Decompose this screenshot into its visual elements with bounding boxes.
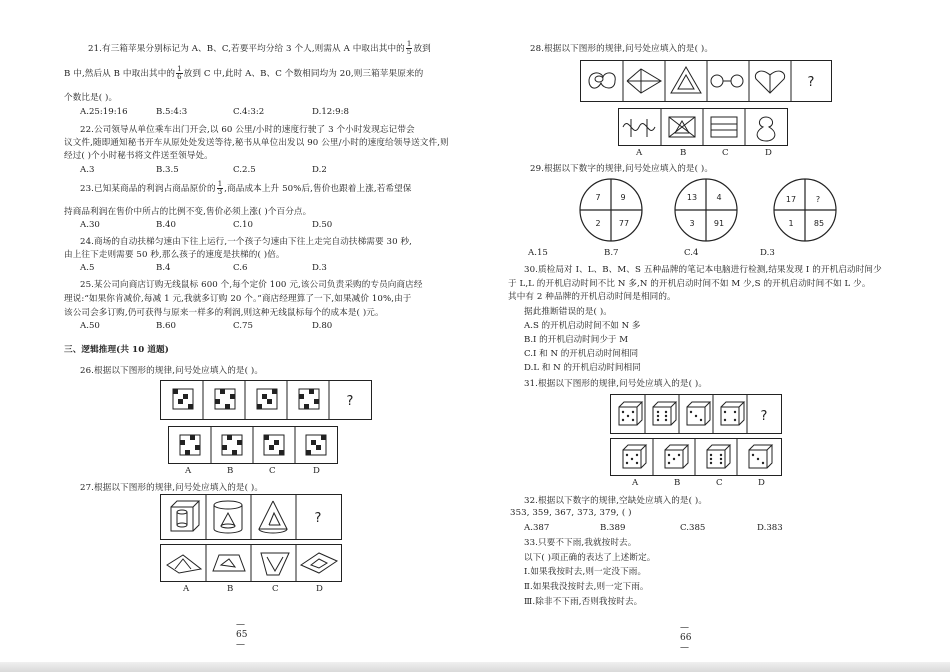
section-title: 三、逻辑推理(共 10 道题) [64,345,169,355]
q33-option-2: Ⅱ.如果我没按时去,则一定下雨。 [524,582,649,592]
q28-answer-strip [618,108,788,146]
q32-sequence: 353, 359, 367, 373, 379, ( ) [510,508,632,518]
q27-question-mark: ? [314,511,322,526]
q31-label-d: D [758,478,765,488]
q22-line1: 22.公司领导从单位乘车出门开会,以 60 公里/小时的速度行驶了 3 个小时发现忘记带会 [80,125,415,135]
q24-line2: 由上往下走则需要 50 秒,那么孩子的速度是扶梯的( )倍。 [64,250,285,260]
q32-option-c: C.385 [680,523,706,533]
q31-question-figures [611,395,781,433]
q29-c2-bottom-right: 91 [713,219,725,228]
q27-question-figures [161,495,341,539]
q21-line1: 21.有三箱苹果分别标记为 A、B、C,若要平均分给 3 个人,则需从 A 中取出其中的 $\frac{1}{5}$ 放到 [88,40,431,56]
q23-option-c: C.10 [233,220,253,230]
q32-option-b: B.389 [600,523,626,533]
q21-fraction-2: $\frac{1}{6}$ [177,65,182,81]
q31-answer-figures [611,439,781,475]
q29-c1-bottom-right: 77 [618,219,630,228]
q29-option-d: D.3 [760,248,775,258]
q31-answer-strip [610,438,782,476]
q30-option-c: C.I 和 N 的开机启动时间相同 [524,349,639,359]
q27-label-d: D [316,584,323,594]
q28-label-b: B [680,148,687,158]
q28-question-figures [581,61,831,101]
q27-answer-figures [161,545,341,581]
q32-text: 32.根据以下数字的规律,空缺处应填入的是( )。 [524,496,708,506]
q30-option-b: B.I 的开机启动时间少于 M [524,335,629,345]
q28-question-strip [580,60,832,102]
q22-option-d: D.2 [312,165,327,175]
q26-text: 26.根据以下图形的规律,问号处应填入的是( )。 [80,366,264,376]
q24-option-b: B.4 [156,263,171,273]
q27-text: 27.根据以下图形的规律,问号处应填入的是( )。 [80,483,264,493]
q28-text: 28.根据以下图形的规律,问号处应填入的是( )。 [530,44,714,54]
q29-c2-bottom-left: 3 [689,219,695,228]
q30-option-d: D.L 和 N 的开机启动时间相同 [524,363,641,373]
q31-label-c: C [716,478,723,488]
q29-option-a: A.15 [528,248,548,258]
q29-option-c: C.4 [684,248,699,258]
q26-question-strip [160,380,372,420]
q26-answer-strip [168,426,338,464]
q32-option-a: A.387 [524,523,550,533]
q30-line4: 据此推断错误的是( )。 [524,307,612,317]
q25-option-b: B.60 [156,321,176,331]
q29-c3-top-right: ? [815,195,821,204]
q29-c3-bottom-left: 1 [788,219,794,228]
q27-label-b: B [227,584,234,594]
q23-line2: 持商品利润在售价中所占的比例不变,售价必须上涨( )个百分点。 [64,207,312,217]
q33-option-1: Ⅰ.如果我按时去,则一定没下雨。 [524,567,647,577]
q22-option-c: C.2.5 [233,165,256,175]
q23-option-d: D.50 [312,220,333,230]
q23-option-a: A.30 [80,220,100,230]
q29-number-circles [568,176,868,248]
q31-question-strip [610,394,782,434]
q21-fraction-1: $\frac{1}{5}$ [406,40,412,56]
q28-label-c: C [722,148,729,158]
q27-label-c: C [272,584,279,594]
q25-option-a: A.50 [80,321,100,331]
q29-option-b: B.7 [604,248,619,258]
q29-c2-top-left: 13 [686,193,698,202]
q28-question-mark: ? [807,75,815,90]
q29-c1-top-right: 9 [620,193,626,202]
q26-label-c: C [269,466,276,476]
q24-line1: 24.商场的自动扶梯匀速由下往上运行,一个孩子匀速由下往上走完自动扶梯需要 30 秒, [80,237,413,247]
page-number-right: — 66 — [680,623,692,653]
q21-line3: 个数比是( )。 [64,93,118,103]
q21-option-d: D.12:9:8 [312,107,349,117]
q23-line1: 23.已知某商品的利润占商品原价的 $\frac{1}{3}$ ,商品成本上升 50%后,售价也跟着上涨,若希望保 [80,180,412,196]
q27-answer-strip [160,544,342,582]
q31-label-b: B [674,478,681,488]
q22-line2: 议文件,随即通知秘书开车从原处处发送等待,秘书从单位出发以 90 公里/小时的速度给领导送文件,则 [64,138,449,148]
q29-text: 29.根据以下数字的规律,问号处应填入的是( )。 [530,164,714,174]
q29-c1-bottom-left: 2 [595,219,601,228]
q25-line3: 该公司会多订购,仍可获得与原来一样多的利润,则这种无线鼠标每个的成本是( )元。 [64,308,384,318]
q22-option-b: B.3.5 [156,165,179,175]
q22-line3: 经过( )个小时秘书将文件送至领导处。 [64,151,213,161]
q26-label-a: A [185,466,192,476]
q25-line2: 理说:“如果你肯减价,每减 1 元,我就多订购 20 个。”商店经理算了一下,如果减价 10%,由于 [64,294,412,304]
q27-label-a: A [183,584,190,594]
q29-c2-top-right: 4 [716,193,722,202]
q23-option-b: B.40 [156,220,176,230]
page-bottom-shadow [0,662,950,672]
q28-label-a: A [636,148,643,158]
q27-question-strip [160,494,342,540]
q33-option-3: Ⅲ.除非不下雨,否则我按时去。 [524,597,643,607]
q30-option-a: A.S 的开机启动时间不如 N 多 [524,321,641,331]
q24-option-d: D.3 [312,263,327,273]
q29-c1-top-left: 7 [595,193,601,202]
page-number-left: — 65 — [236,620,248,650]
q22-option-a: A.3 [80,165,95,175]
q23-fraction: $\frac{1}{3}$ [217,180,223,196]
q31-text: 31.根据以下图形的规律,问号处应填入的是( )。 [524,379,708,389]
q25-line1: 25.某公司向商店订购无线鼠标 600 个,每个定价 100 元,该公司负责采购的专员向商店经 [80,280,423,290]
q24-option-a: A.5 [80,263,95,273]
q29-c3-top-left: 17 [785,195,797,204]
q30-line3: 其中有 2 种品牌的开机启动时间是相同的。 [508,292,676,302]
q28-label-d: D [765,148,772,158]
q25-option-c: C.75 [233,321,253,331]
q21-line2: B 中,然后从 B 中取出其中的 $\frac{1}{6}$ 放到 C 中,此时 A、B、C 个数相同均为 20,则三箱苹果原来的 [64,65,424,81]
q24-option-c: C.6 [233,263,248,273]
q21-option-b: B.5:4:3 [156,107,188,117]
q21-option-c: C.4:3:2 [233,107,265,117]
q25-option-d: D.80 [312,321,333,331]
q31-label-a: A [632,478,639,488]
q21-option-a: A.25:19:16 [80,107,128,117]
q26-question-mark: ? [346,394,354,409]
q33-line1: 33.只要不下雨,我就按时去。 [524,538,637,548]
q31-question-mark: ? [760,409,768,424]
q28-answer-figures [619,109,787,145]
q26-answer-figures [169,427,337,463]
q30-line2: 于 L,L 的开机启动时间不比 N 多,N 的开机启动时间不如 M 少,S 的开机启动时间不如 L 少。 [508,279,871,289]
q26-label-b: B [227,466,234,476]
q33-line2: 以下( )项正确的表达了上述断定。 [524,553,656,563]
q32-option-d: D.383 [757,523,783,533]
q26-label-d: D [313,466,320,476]
q29-c3-bottom-right: 85 [813,219,825,228]
q30-line1: 30.质检局对 I、L、B、M、S 五种品牌的笔记本电脑进行检测,结果发现 I 的开机启动时间少 [524,265,882,275]
q26-question-figures [161,381,371,419]
